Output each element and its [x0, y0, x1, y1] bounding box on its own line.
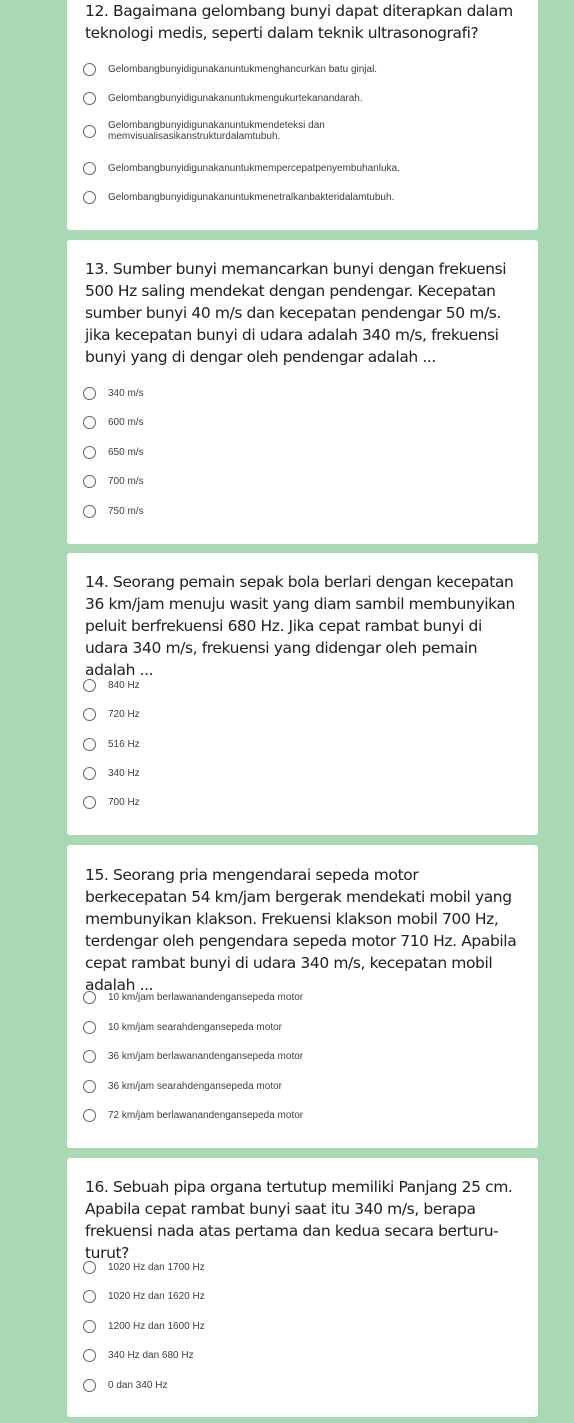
option-16-4[interactable]	[83, 1349, 522, 1362]
option-label: Gelombangbunyidigunakanuntukmendeteksi dan memvisualisasikanstrukturdalamtubuh.	[108, 120, 325, 142]
radio-button[interactable]	[83, 162, 96, 175]
question-text-15: 15. Seorang pria mengendarai sepeda motor berkecepatan 54 km/jam bergerak mendekati mobil yang membunyikan klakson. Frekuensi klakson mobil 700 Hz, terdengar oleh pengendara sepeda motor 710 Hz. Apabila cepat rambat bunyi di udara 340 m/s, kecepatan mobil adalah ...	[85, 866, 517, 994]
radio-button[interactable]	[83, 1109, 96, 1122]
option-label: 340 m/s	[108, 388, 144, 399]
option-label: 516 Hz	[108, 739, 140, 750]
question-card-16	[67, 1158, 538, 1417]
option-label: 700 m/s	[108, 476, 144, 487]
radio-button[interactable]	[83, 1379, 96, 1392]
question-card-14	[67, 553, 538, 835]
radio-button[interactable]	[83, 505, 96, 518]
radio-button[interactable]	[83, 738, 96, 751]
option-label: 72 km/jam berlawanandengansepeda motor	[108, 1110, 304, 1121]
option-14-1[interactable]	[83, 679, 522, 692]
radio-button[interactable]	[83, 1290, 96, 1303]
option-14-5[interactable]	[83, 796, 522, 809]
radio-button[interactable]	[83, 679, 96, 692]
option-16-5[interactable]	[83, 1379, 522, 1392]
option-label: 340 Hz	[108, 768, 140, 779]
question-card-13	[67, 240, 538, 544]
option-label: Gelombangbunyidigunakanuntukmempercepatpenyembuhanluka.	[108, 163, 400, 174]
option-label: Gelombangbunyidigunakanuntukmenghancurkan batu ginjal.	[108, 64, 378, 75]
option-16-3[interactable]	[83, 1320, 522, 1333]
radio-button[interactable]	[83, 1050, 96, 1063]
radio-button[interactable]	[83, 446, 96, 459]
option-14-3[interactable]	[83, 738, 522, 751]
option-label: 840 Hz	[108, 680, 140, 691]
radio-button[interactable]	[83, 1261, 96, 1274]
option-15-3[interactable]	[83, 1050, 522, 1063]
radio-button[interactable]	[83, 92, 96, 105]
option-label: 1200 Hz dan 1600 Hz	[108, 1321, 205, 1332]
option-label: Gelombangbunyidigunakanuntukmengukurtekanandarah.	[108, 93, 363, 104]
option-label: 340 Hz dan 680 Hz	[108, 1350, 194, 1361]
radio-button[interactable]	[83, 767, 96, 780]
option-14-2[interactable]	[83, 708, 522, 721]
radio-button[interactable]	[83, 1349, 96, 1362]
question-text-12: 12. Bagaimana gelombang bunyi dapat diterapkan dalam teknologi medis, seperti dalam teknik ultrasonografi?	[85, 2, 513, 42]
option-label: 36 km/jam berlawanandengansepeda motor	[108, 1051, 304, 1062]
radio-button[interactable]	[83, 63, 96, 76]
radio-button[interactable]	[83, 125, 96, 138]
radio-button[interactable]	[83, 796, 96, 809]
option-14-4[interactable]	[83, 767, 522, 780]
option-15-1[interactable]	[83, 991, 522, 1004]
radio-button[interactable]	[83, 387, 96, 400]
radio-button[interactable]	[83, 191, 96, 204]
option-label: 600 m/s	[108, 417, 144, 428]
radio-button[interactable]	[83, 708, 96, 721]
option-label: 10 km/jam searahdengansepeda motor	[108, 1022, 282, 1033]
radio-button[interactable]	[83, 991, 96, 1004]
option-label: Gelombangbunyidigunakanuntukmenetralkanbakteridalamtubuh.	[108, 192, 395, 203]
option-13-3[interactable]	[83, 446, 522, 459]
question-text-16: 16. Sebuah pipa organa tertutup memiliki Panjang 25 cm. Apabila cepat rambat bunyi saat itu 340 m/s, berapa frekuensi nada atas pertama dan kedua secara berturu-turut?	[85, 1178, 513, 1262]
option-12-1[interactable]	[83, 63, 522, 76]
option-16-2[interactable]	[83, 1290, 522, 1303]
option-label: 700 Hz	[108, 797, 140, 808]
option-label: 36 km/jam searahdengansepeda motor	[108, 1081, 282, 1092]
option-label: 1020 Hz dan 1700 Hz	[108, 1262, 205, 1273]
option-label: 0 dan 340 Hz	[108, 1380, 168, 1391]
option-13-2[interactable]	[83, 416, 522, 429]
radio-button[interactable]	[83, 1320, 96, 1333]
radio-button[interactable]	[83, 416, 96, 429]
option-label: 720 Hz	[108, 709, 140, 720]
option-12-4[interactable]	[83, 162, 522, 175]
question-text-14: 14. Seorang pemain sepak bola berlari dengan kecepatan 36 km/jam menuju wasit yang diam sambil membunyikan peluit berfrekuensi 680 Hz. Jika cepat rambat bunyi di udara 340 m/s, frekuensi yang didengar oleh pemain adalah ...	[85, 573, 515, 679]
option-13-1[interactable]	[83, 387, 522, 400]
radio-button[interactable]	[83, 1080, 96, 1093]
option-15-4[interactable]	[83, 1080, 522, 1093]
question-card-15	[67, 845, 538, 1148]
option-15-5[interactable]	[83, 1109, 522, 1122]
option-label: 650 m/s	[108, 447, 144, 458]
option-13-4[interactable]	[83, 475, 522, 488]
question-card-12	[67, 0, 538, 230]
option-label: 750 m/s	[108, 506, 144, 517]
option-12-2[interactable]	[83, 92, 522, 105]
option-13-5[interactable]	[83, 505, 522, 518]
option-16-1[interactable]	[83, 1261, 522, 1274]
radio-button[interactable]	[83, 475, 96, 488]
option-12-3[interactable]	[83, 120, 522, 142]
radio-button[interactable]	[83, 1021, 96, 1034]
question-text-13: 13. Sumber bunyi memancarkan bunyi dengan frekuensi 500 Hz saling mendekat dengan pendengar. Kecepatan sumber bunyi 40 m/s dan kecepatan pendengar 50 m/s. jika kecepatan bunyi di udara adalah 340 m/s, frekuensi bunyi yang di dengar oleh pendengar adalah ...	[85, 260, 507, 366]
option-label: 1020 Hz dan 1620 Hz	[108, 1291, 205, 1302]
option-15-2[interactable]	[83, 1021, 522, 1034]
option-label: 10 km/jam berlawanandengansepeda motor	[108, 992, 304, 1003]
option-12-5[interactable]	[83, 191, 522, 204]
